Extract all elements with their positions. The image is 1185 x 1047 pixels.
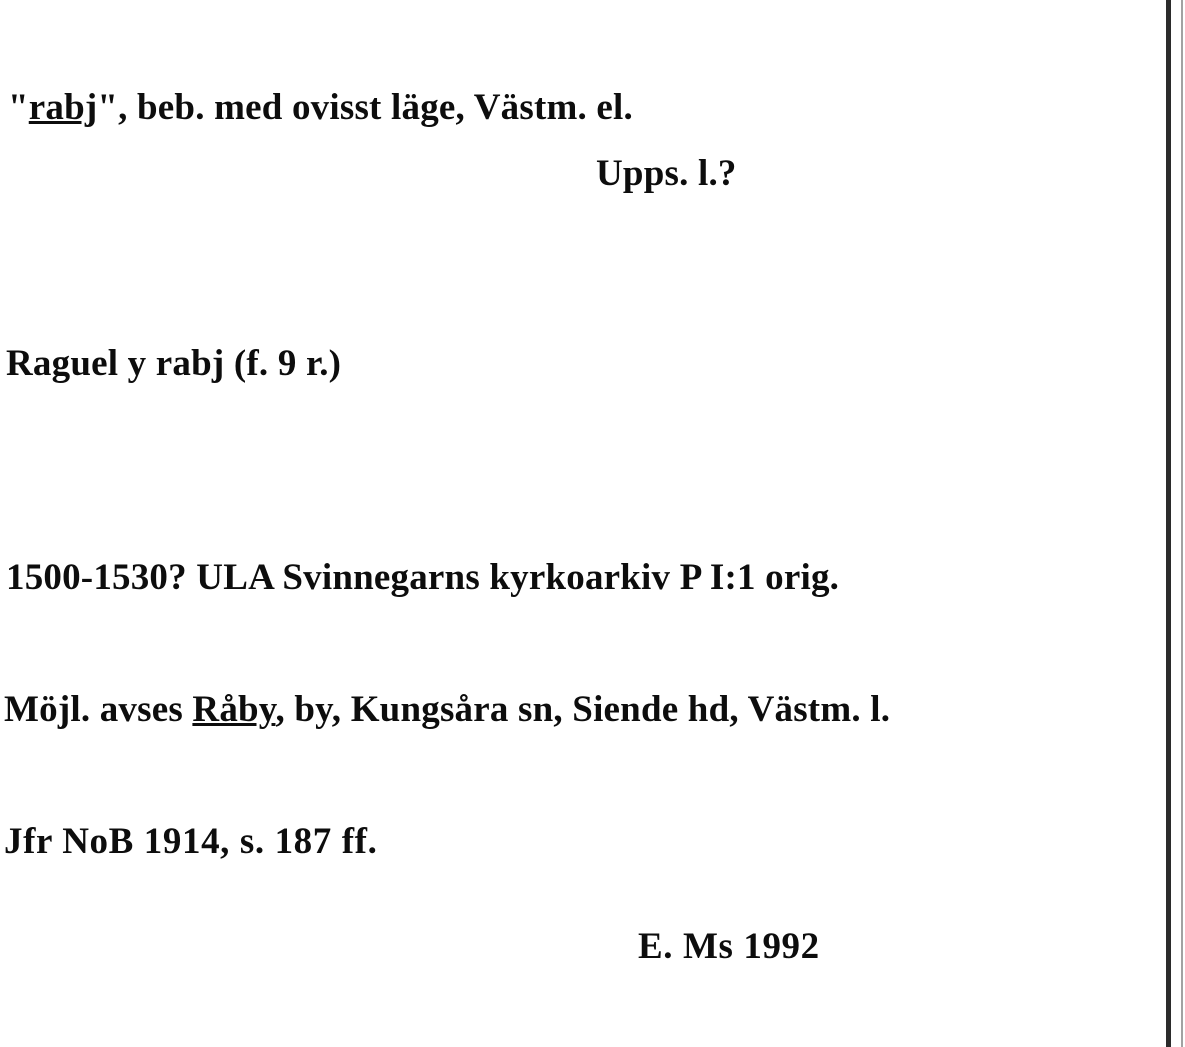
right-edge-rule-secondary xyxy=(1181,0,1183,1047)
headword-rest: ", beb. med ovisst läge, Västm. el. xyxy=(97,87,633,128)
headword-line xyxy=(8,86,633,129)
note-prefix: Möjl. avses xyxy=(4,689,193,730)
signature-line: E. Ms 1992 xyxy=(638,926,820,967)
note-suffix: , by, Kungsåra sn, Siende hd, Västm. l. xyxy=(275,689,891,730)
attestation-line: Raguel y rabj (f. 9 r.) xyxy=(6,343,342,384)
reference-line: Jfr NoB 1914, s. 187 ff. xyxy=(4,821,378,862)
source-line: 1500-1530? ULA Svinnegarns kyrkoarkiv P I:1 orig. xyxy=(6,557,840,598)
quote-open: " xyxy=(8,87,29,128)
note-term: Råby xyxy=(192,689,276,730)
note-line xyxy=(4,688,890,731)
headword-term: rabj xyxy=(28,87,98,128)
right-edge-rule xyxy=(1166,0,1171,1047)
place-continuation-line: Upps. l.? xyxy=(596,153,737,194)
